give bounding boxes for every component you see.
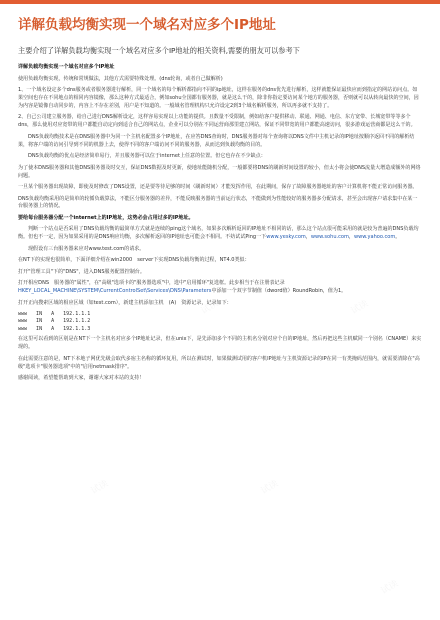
header-accent-bar (0, 0, 440, 4)
watermark (258, 476, 280, 496)
dns-record-1: www IN A 192.1.1.1 (18, 311, 91, 318)
paragraph-12: 打开"管理工具"下的"DNS"，进入DNS服务配置控制台。 (18, 268, 145, 275)
link-sohu[interactable]: www.sohu.com (310, 234, 349, 241)
paragraph-9-end: 。 (395, 234, 401, 241)
page-title: 详解负载均衡实现一个域名对应多个IP地址 (18, 17, 276, 33)
dns-record-2: www IN A 192.1.1.2 (18, 318, 91, 325)
link-yesky[interactable]: www.yesky.com (266, 234, 306, 241)
paragraph-7: DNS负载均衡采用的是简单的轮循负载算法，不能区分服务器的差异，不能反映服务器的当前运行状态，不能做到为性能较好的服务器多分配请求，甚至会出现客户请求集中在某一台服务器上的情况。 (18, 195, 418, 210)
paragraph-8: 要给每台服务器分配一个internet上的IP地址，这势必会占用过多的IP地址。 (18, 214, 194, 221)
separator: ， (305, 234, 311, 241)
closing-paragraph: 感谢阅读，希望能帮助到大家，谢谢大家对本站的支持！ (18, 375, 145, 382)
intro-paragraph: 使用负载均衡实现，传统和常规做法，其他方式需要特殊处理。(dns轮询，或者自己做解析) (18, 75, 223, 82)
paragraph-3: DNS负载均衡技术是在DNS服务器中为同一个主机名配置多个IP地址，在应答DNS查询时，DNS服务器对每个查询将以DNS文件中主机记录的IP地址按顺序返回不同的解析结果，将客户端的访问引导到不同的机器上去，使得不同的客户端访问不同的服务器，从而达到负载均衡的目的。 (18, 133, 415, 148)
paragraph-13-text: 打开相应DNS 服务器的"属性"，在"高级"选项卡的"服务器选项"中，选中"启用循环"复选框。此步相当于在注册表记录 (18, 280, 285, 287)
watermark (378, 576, 400, 596)
paragraph-1: 1、一个域名设定多个dns服务或者服务器进行解析，同一个域名的每个解析都指向不同的ip地址，这样在服务的dns优先进行解析，这样就能保证最快应而到指定的网站访问点。如果空间也存在不同地点的相同内容镜像，那么这种方式最适合，例如sohu全国都有服务器，就是这么干的，除非你指定要访问某个地方的服务器，否则就可以从转向最快的空间，因为内容是镜像自动同步的，内容上不存在差别，用户是不知道的。一般域名管理机构只允许设定2到3个域名解析服务，所以再多就不支持了。 (18, 87, 419, 109)
paragraph-2: 2、自己公司建立服务器，给自己进行DNS解析设定，这样容易实现以上功能的提供。且数量不受限制，例如给客户提供移动、联通、网通、电信、东方宽带、长城宽带等等多个dns，那么使用对应宽带的用户都能自动定向到适合自己的网站点，企业可以分别在不同运营商那里建立网站，保证不同带宽的用户都能高速访问，很多游戏运营商都是这么干的。 (18, 114, 416, 129)
paragraph-10: 现假设有三台服务器来应对www.test.com的请求。 (28, 245, 145, 252)
registry-path: HKEY_LOCAL_MACHINE\SYSTEM\CurrentControlSet\Services\DNS\Parameters (18, 288, 212, 295)
dns-record-3: www IN A 192.1.1.3 (18, 325, 91, 332)
paragraph-4: DNS负载均衡的优点是经济简单易行，并且服务器可以位于internet上任意的位置。但它也存在不少缺点： (28, 153, 266, 160)
paragraph-13-tail: 中添加一个双字节制值（dword值）RoundRobin，值为1。 (211, 288, 347, 295)
paragraph-9 (18, 226, 422, 242)
page-subtitle: 主要介绍了详解负载均衡实现一个域名对应多个IP地址的相关资料,需要的朋友可以参考下 (18, 46, 300, 55)
section-heading: 详解负载均衡实现一个域名对应多个IP地址 (18, 64, 115, 70)
separator: ， (348, 234, 354, 241)
watermark (88, 476, 110, 496)
paragraph-13 (18, 280, 422, 296)
paragraph-5: 为了使本DNS服务器和其他DNS服务器及时交互，保证DNS数据及时更新，使地址能随机分配，一般都要将DNS的刷新时间设置的较小，但太小将会使DNS流量大增造成额外的网络问题。 (18, 164, 421, 179)
paragraph-6: 一旦某个服务器出现故障，即使及时修改了DNS设置，还是要等待足够的时间（刷新时间）才能发挥作用，在此期间，保存了故障服务器地址的客户计算机将不能正常访问服务器。 (18, 184, 418, 191)
paragraph-14: 打开正向搜索区域的相应区域（如test.com），新建主机添加主机 (A) 资源记录，记录如下： (18, 299, 232, 306)
paragraph-11: 在NT下的实现也很简单，下面详细介绍在win2000 server下实现DNS负载均衡的过程，NT4.0类似： (18, 257, 250, 264)
article-body (18, 64, 422, 387)
paragraph-16: 在此需要注意的是，NT下本地子网优先级会取代多宿主名称的循环复用，所以在测试时，如果做测试用的客户机IP地址与主机资源记录的IP在同一有类掩码范围内，就需要清除在"高级"选项卡"服务器选项"中的"启用netmask排序"。 (18, 355, 420, 370)
paragraph-9-text: 判断一个站点是否采用了DNS负载均衡的最简单方式就是连续的ping这个域名，如果多次解析返回的IP地址不相同的话，那么这个站点很可能采用的就是较为普遍的DNS负载均衡。但也不一定，因为如果采用的是DNS响应均衡，多次解析返回的IP地址也可能会不相同。不妨试试Ping一下 (18, 226, 419, 241)
paragraph-15: 在这里可以看到的区别是在NT下一个主机名对应多个IP地址记录，但在unix下，是先添加多个不同的主机名分别对应个自的IP地址，然后再把这些主机赋同一个别名（CNAME）来实现的。 (18, 336, 422, 351)
link-yahoo[interactable]: www.yahoo.com (353, 234, 396, 241)
